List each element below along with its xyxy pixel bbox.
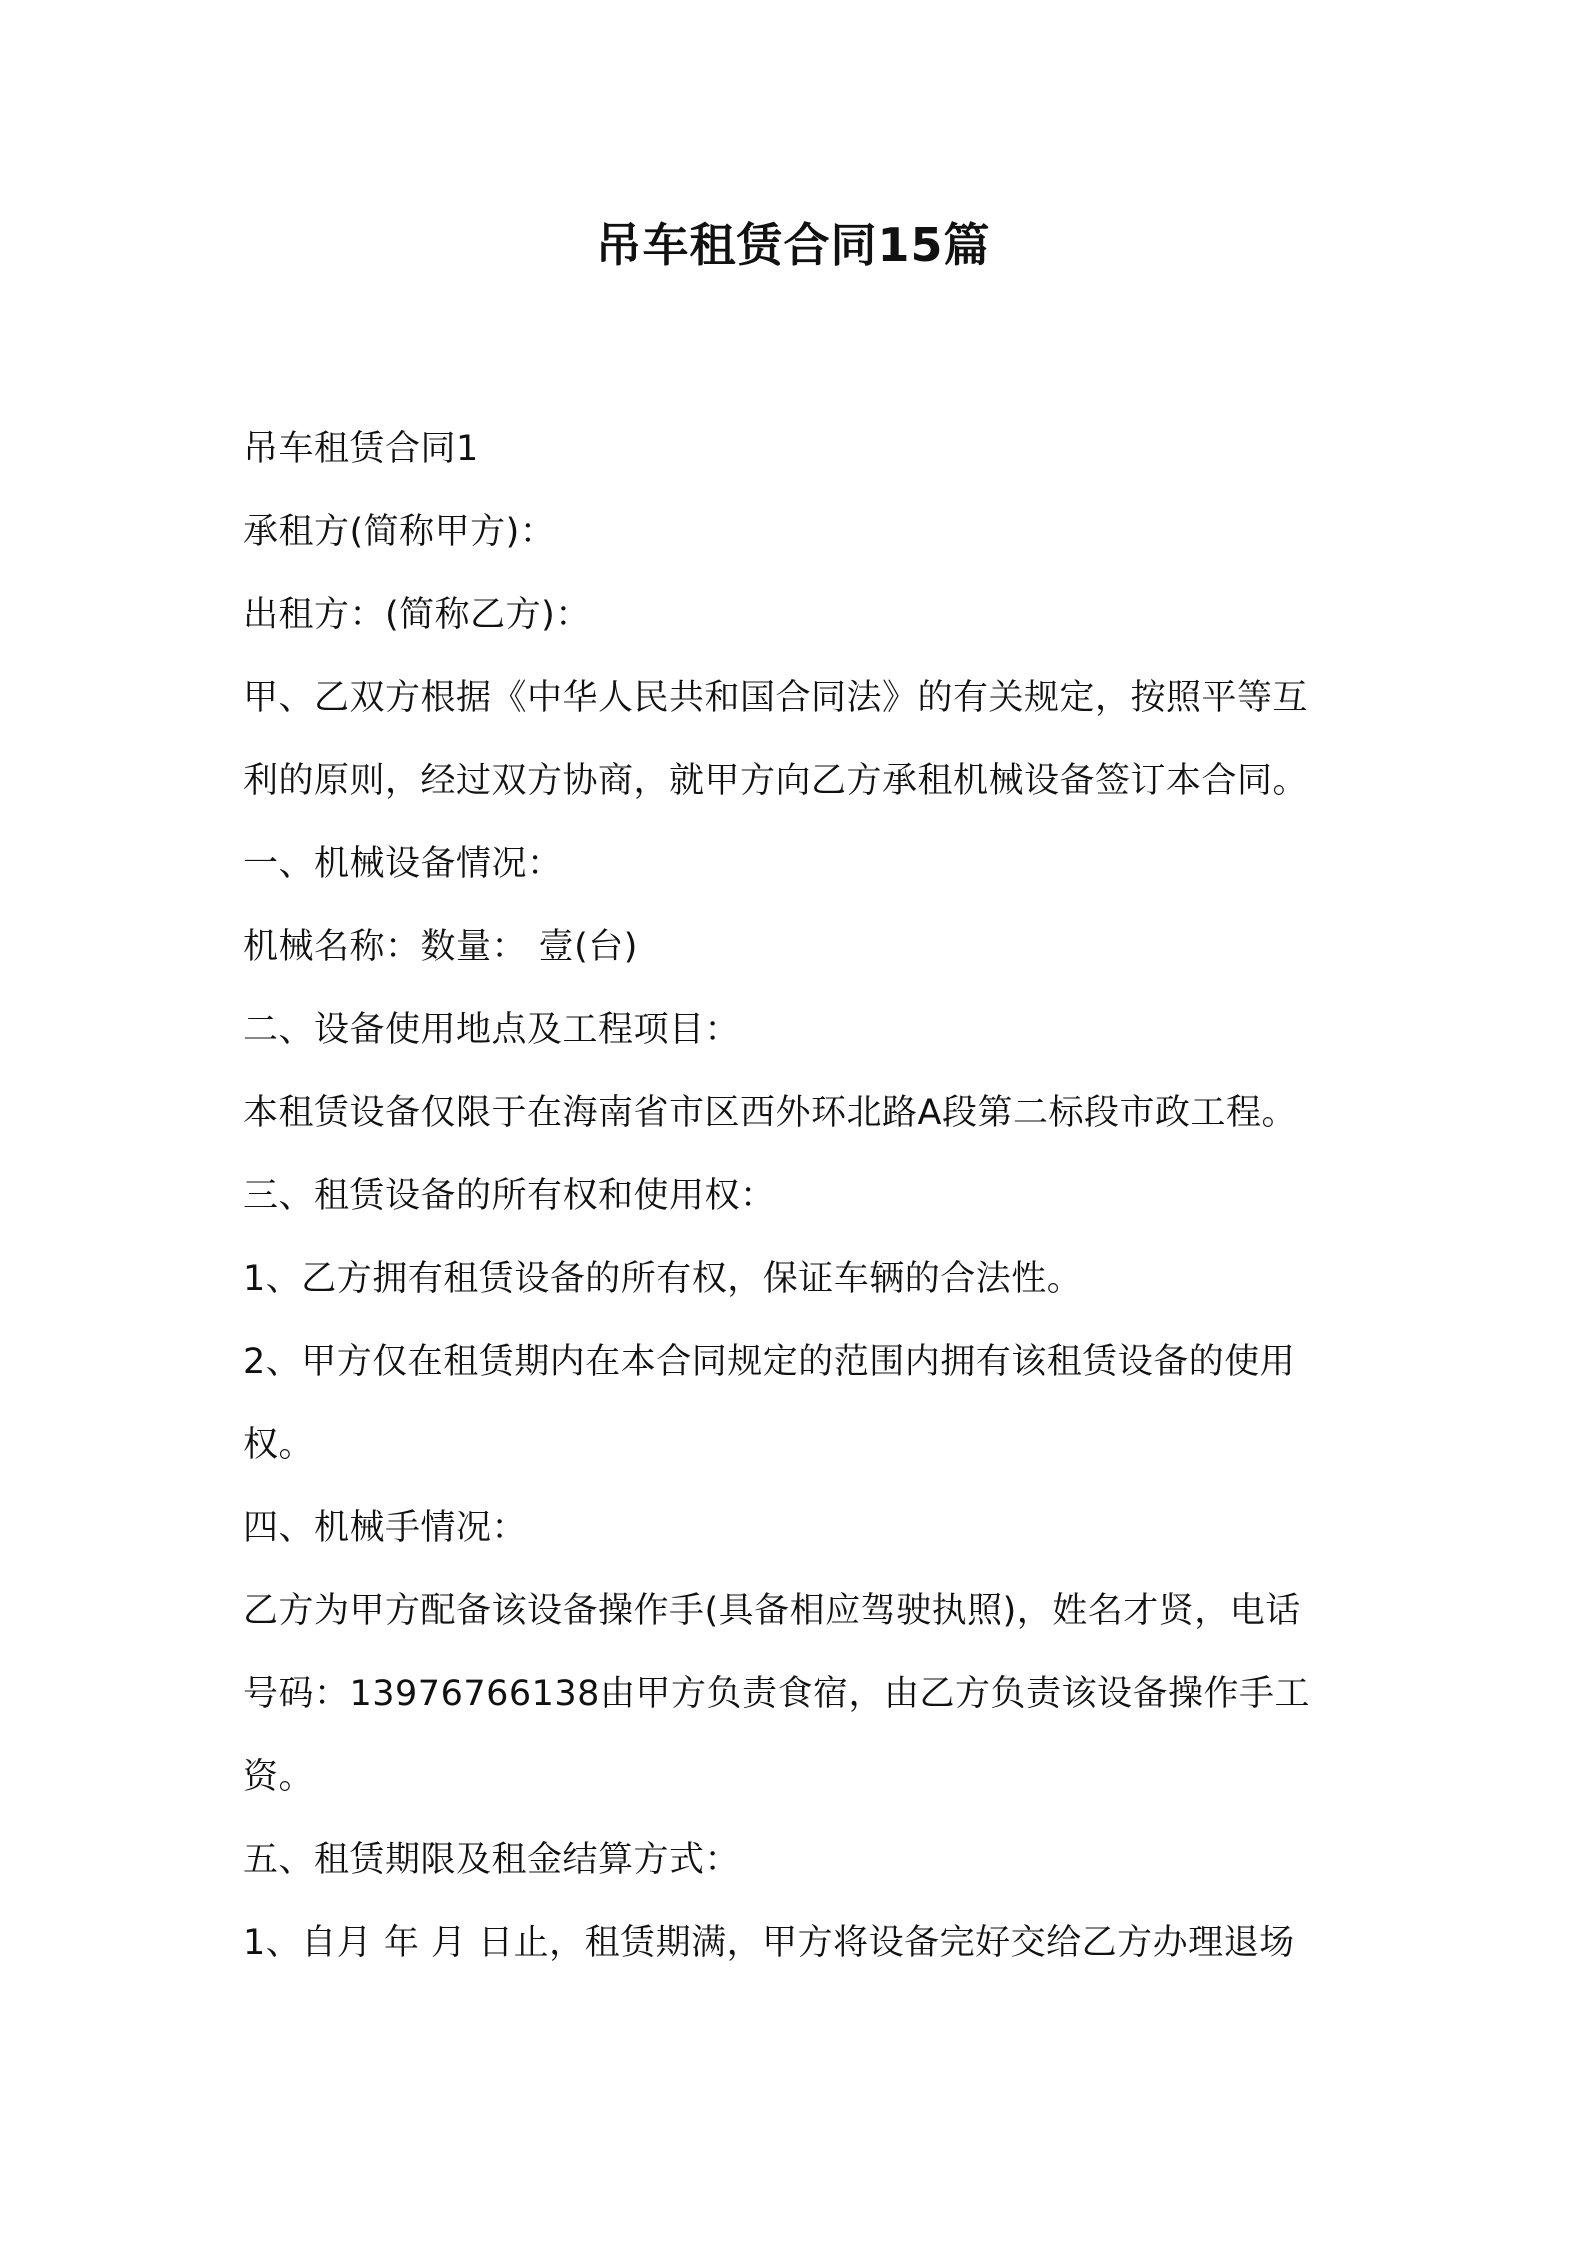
lessee-line: 承租方(简称甲方)： (243, 512, 556, 552)
clause-heading-3: 三、租赁设备的所有权和使用权： (243, 1176, 776, 1216)
clause-heading-4: 四、机械手情况： (243, 1508, 528, 1548)
equipment-line: 机械名称：数量： 壹(台) (243, 927, 638, 967)
ownership-item-1: 1、乙方拥有租赁设备的所有权，保证车辆的合法性。 (243, 1259, 1083, 1299)
ownership-item-2-line-1: 2、甲方仅在租赁期内在本合同规定的范围内拥有该租赁设备的使用 (243, 1342, 1296, 1382)
location-line: 本租赁设备仅限于在海南省市区西外环北路A段第二标段市政工程。 (243, 1093, 1297, 1133)
document-title: 吊车租赁合同15篇 (595, 218, 991, 272)
operator-line-3: 资。 (243, 1757, 315, 1797)
lessor-line: 出租方：(简称乙方)： (243, 595, 591, 635)
ownership-item-2-line-2: 权。 (243, 1425, 315, 1465)
preamble-line-1: 甲、乙双方根据《中华人民共和国合同法》的有关规定，按照平等互 (243, 678, 1309, 718)
preamble-line-2: 利的原则，经过双方协商，就甲方向乙方承租机械设备签订本合同。 (243, 761, 1309, 801)
operator-line-2: 号码：13976766138由甲方负责食宿，由乙方负责该设备操作手工 (243, 1674, 1310, 1714)
document-body (243, 408, 1363, 1985)
operator-line-1: 乙方为甲方配备该设备操作手(具备相应驾驶执照)，姓名才贤，电话 (243, 1591, 1301, 1631)
term-item-1: 1、自月 年 月 日止，租赁期满，甲方将设备完好交给乙方办理退场 (243, 1923, 1295, 1963)
clause-heading-5: 五、租赁期限及租金结算方式： (243, 1840, 741, 1880)
clause-heading-2: 二、设备使用地点及工程项目： (243, 1010, 741, 1050)
section-heading-contract-1: 吊车租赁合同1 (243, 429, 479, 469)
clause-heading-1: 一、机械设备情况： (243, 844, 563, 884)
